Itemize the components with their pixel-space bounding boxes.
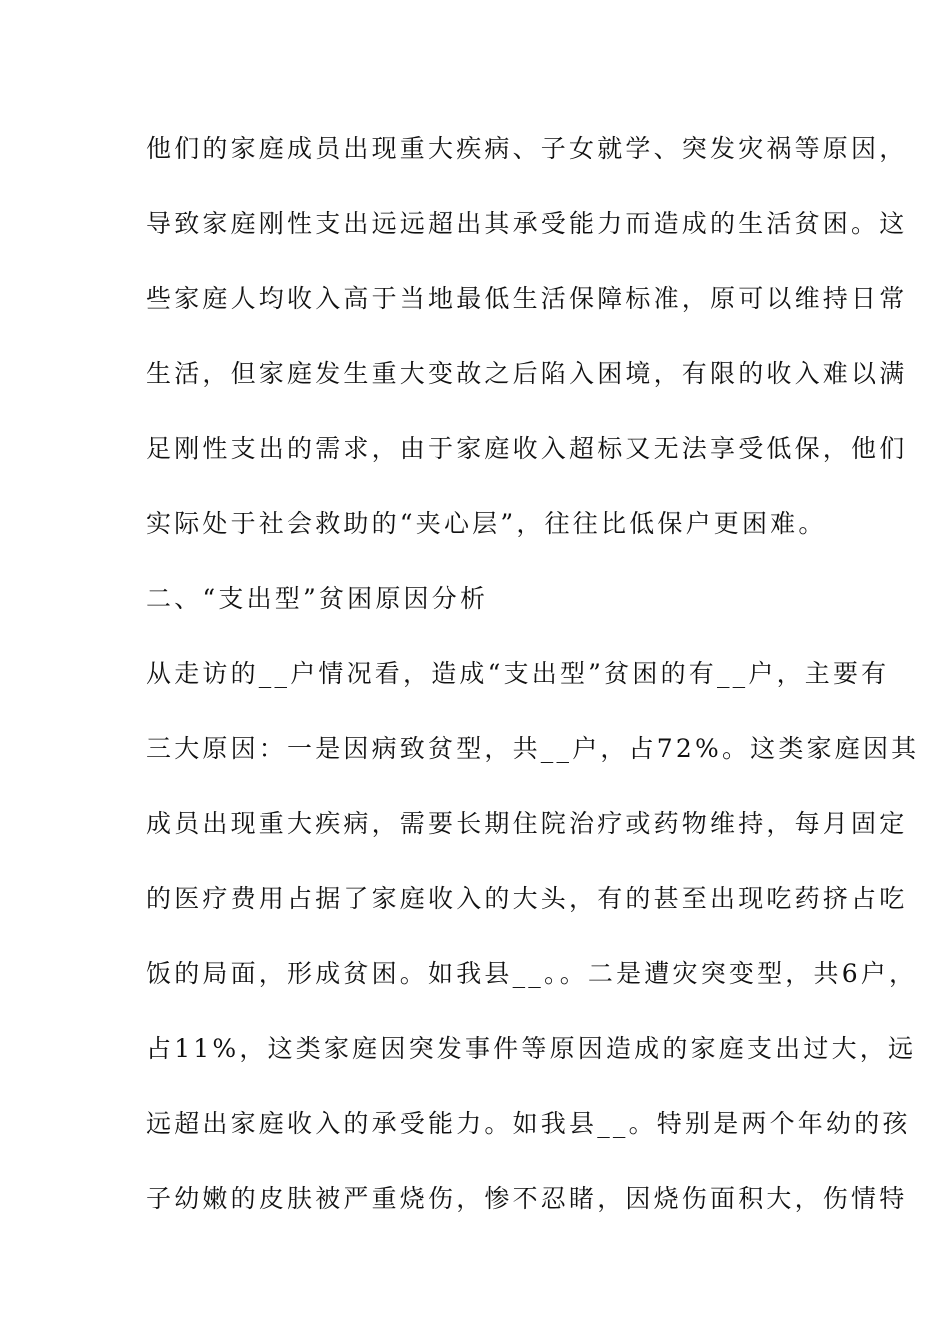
text-line: 饭的局面，形成贫困。如我县__。。二是遭灾突变型，共6户，	[146, 959, 918, 988]
text-line: 些家庭人均收入高于当地最低生活保障标准，原可以维持日常	[146, 284, 908, 313]
text-line: 生活，但家庭发生重大变故之后陷入困境，有限的收入难以满	[146, 359, 908, 388]
text-line: 三大原因：一是因病致贫型，共__户，占72%。这类家庭因其	[146, 734, 920, 763]
text-line: 导致家庭刚性支出远远超出其承受能力而造成的生活贫困。这	[146, 209, 908, 238]
text-line: 占11%，这类家庭因突发事件等原因造成的家庭支出过大，远	[146, 1034, 917, 1063]
text-line: 成员出现重大疾病，需要长期住院治疗或药物维持，每月固定	[146, 809, 908, 838]
text-line: 他们的家庭成员出现重大疾病、子女就学、突发灾祸等原因，	[146, 134, 908, 163]
text-line: 实际处于社会救助的“夹心层”，往往比低保户更困难。	[146, 509, 827, 538]
text-line: 足刚性支出的需求，由于家庭收入超标又无法享受低保，他们	[146, 434, 908, 463]
text-line: 子幼嫩的皮肤被严重烧伤，惨不忍睹，因烧伤面积大，伤情特	[146, 1184, 908, 1213]
section-heading: 二、“支出型”贫困原因分析	[146, 584, 489, 613]
text-line: 远超出家庭收入的承受能力。如我县__。特别是两个年幼的孩	[146, 1109, 911, 1138]
text-line: 的医疗费用占据了家庭收入的大头，有的甚至出现吃药挤占吃	[146, 884, 908, 913]
text-line: 从走访的__户情况看，造成“支出型”贫困的有__户，主要有	[146, 659, 890, 688]
